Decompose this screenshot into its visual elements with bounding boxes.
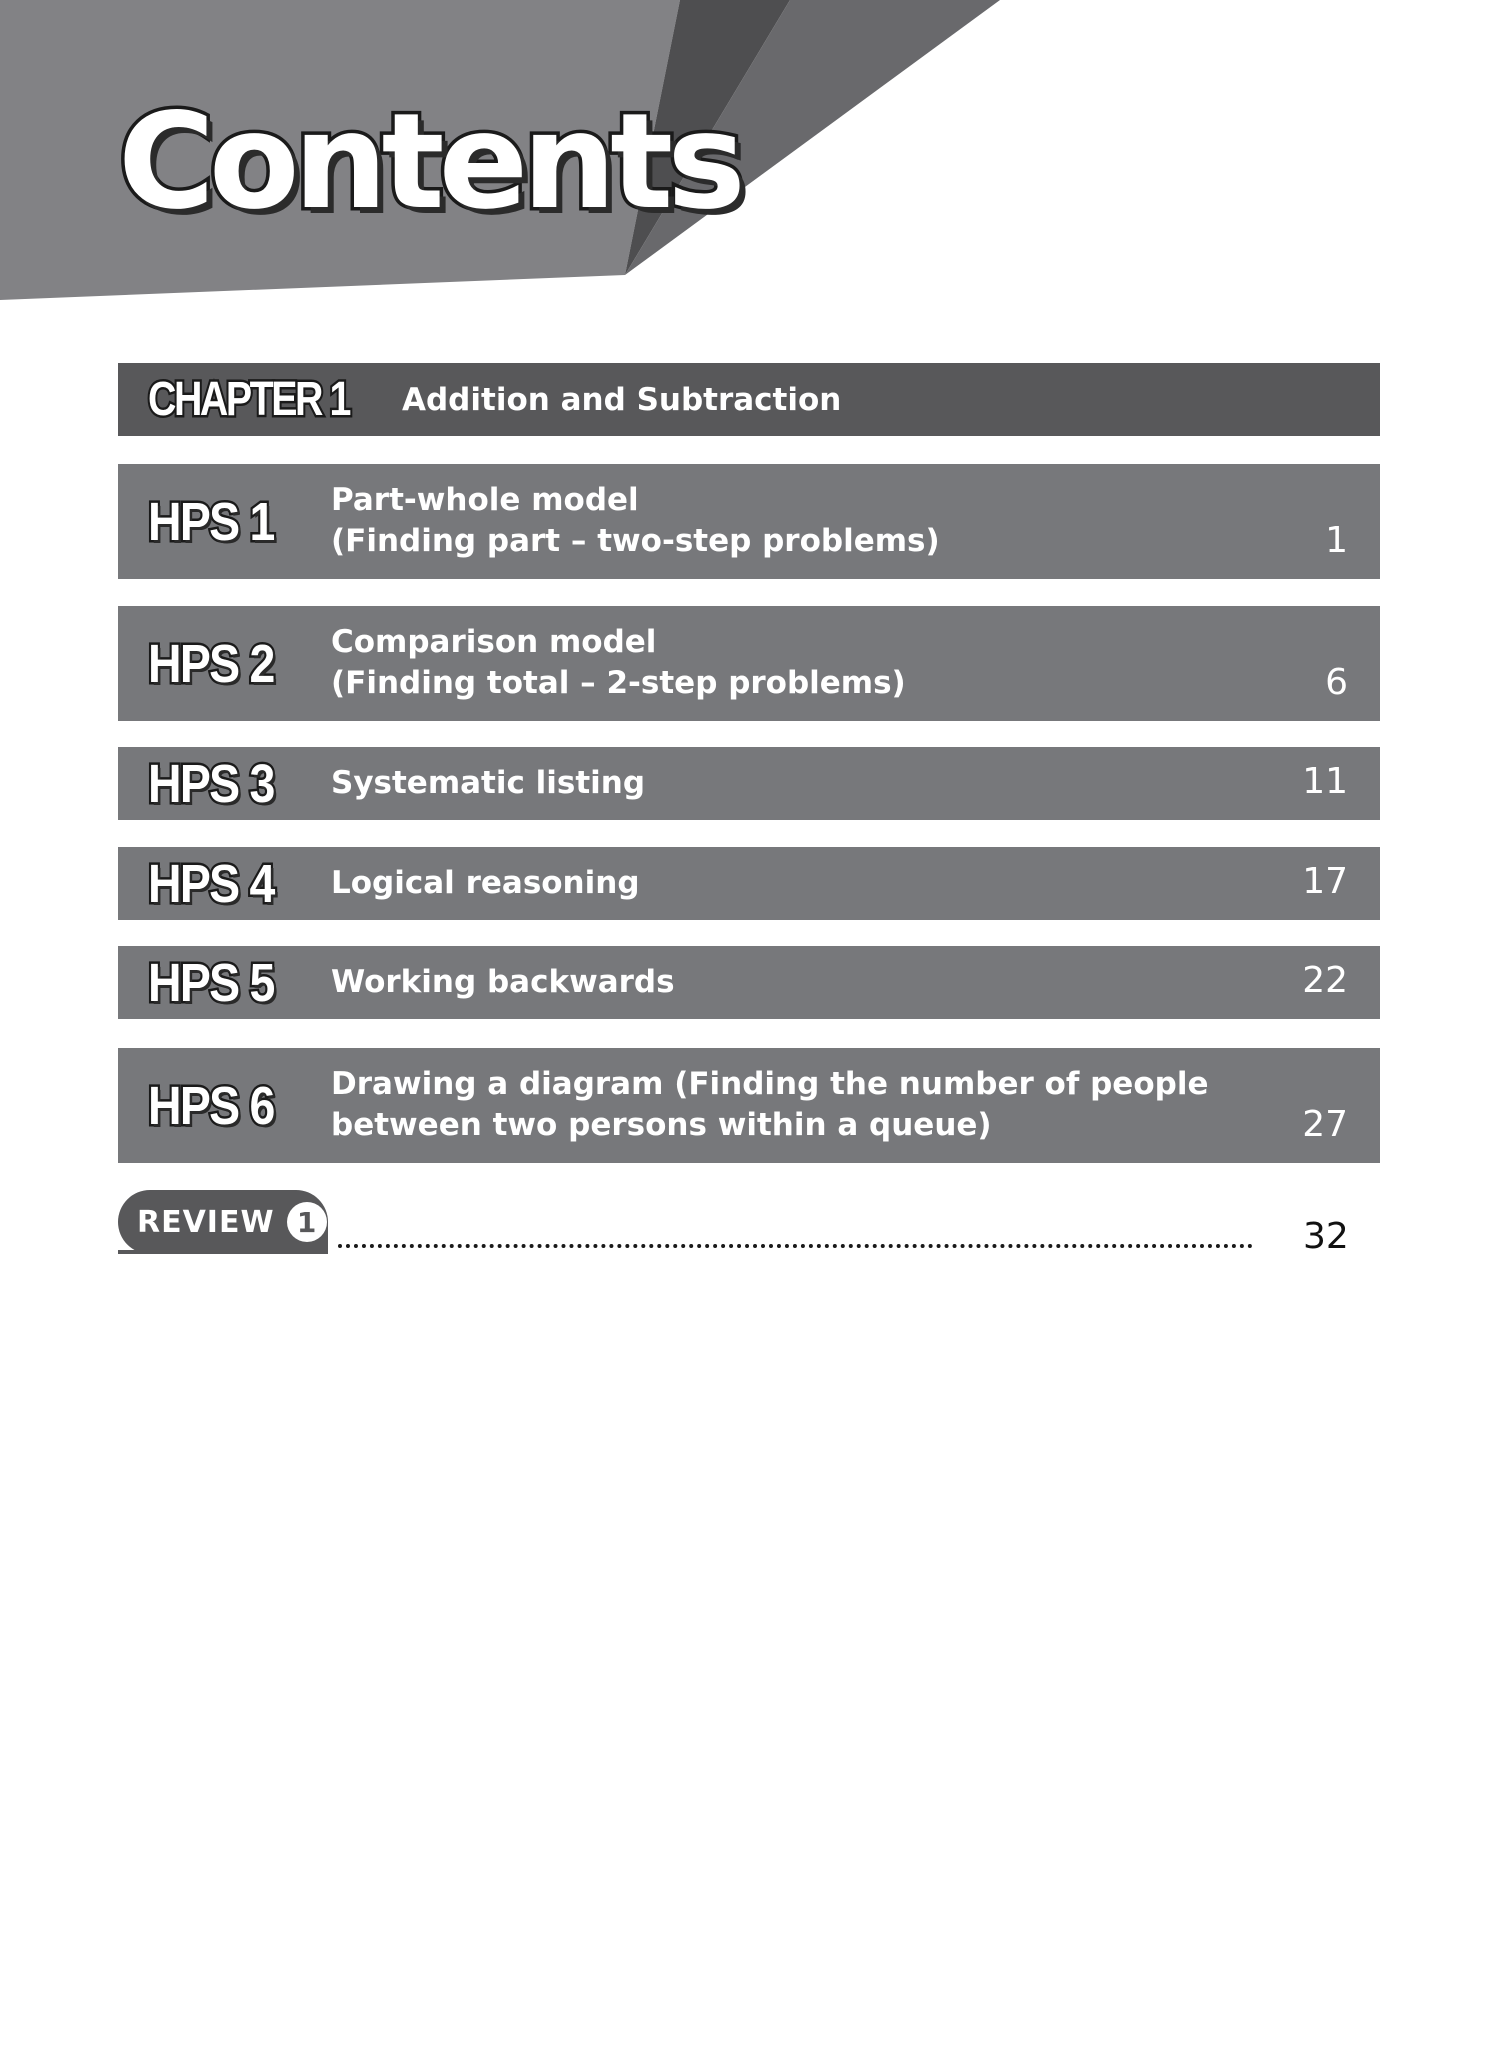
entry-page-number: 1 bbox=[1325, 520, 1348, 561]
entry-title-line-1: Drawing a diagram (Finding the number of people bbox=[331, 1066, 1209, 1102]
entry-page-number: 11 bbox=[1302, 761, 1348, 802]
entry-tag: HPS 6 bbox=[148, 1075, 274, 1136]
chapter-header bbox=[118, 363, 1380, 436]
entry-tag: HPS 5 bbox=[148, 952, 274, 1013]
entry-tag: HPS 4 bbox=[148, 853, 274, 914]
entry-title: Working backwards bbox=[331, 964, 675, 1000]
chapter-label: CHAPTER 1 bbox=[148, 373, 349, 426]
toc-entry-hps-3[interactable] bbox=[118, 747, 1380, 820]
page-title: Contents bbox=[118, 85, 740, 239]
entry-page-number: 22 bbox=[1302, 960, 1348, 1001]
review-page-number: 32 bbox=[1303, 1216, 1349, 1257]
toc-entry-hps-4[interactable] bbox=[118, 847, 1380, 920]
entry-tag: HPS 2 bbox=[148, 633, 274, 694]
entry-title-line-2: (Finding total – 2-step problems) bbox=[331, 665, 906, 701]
entry-title: Systematic listing bbox=[331, 765, 646, 801]
dotted-leader bbox=[338, 1244, 1253, 1248]
entry-page-number: 6 bbox=[1325, 662, 1348, 703]
entry-page-number: 27 bbox=[1302, 1104, 1348, 1145]
entry-tag: HPS 3 bbox=[148, 753, 274, 814]
review-label: REVIEW bbox=[137, 1204, 275, 1240]
entry-title-line-2: (Finding part – two-step problems) bbox=[331, 523, 940, 559]
toc-entry-hps-2[interactable] bbox=[118, 606, 1380, 721]
entry-page-number: 17 bbox=[1302, 861, 1348, 902]
toc-entry-hps-6[interactable] bbox=[118, 1048, 1380, 1163]
entry-tag: HPS 1 bbox=[148, 491, 274, 552]
entry-title-line-1: Part-whole model bbox=[331, 482, 639, 518]
entry-title-line-2: between two persons within a queue) bbox=[331, 1107, 992, 1143]
review-number: 1 bbox=[287, 1202, 327, 1242]
review-badge[interactable] bbox=[118, 1190, 328, 1254]
entry-title bbox=[331, 622, 906, 704]
entry-title: Logical reasoning bbox=[331, 865, 640, 901]
entry-title-line-1: Comparison model bbox=[331, 624, 657, 660]
toc-entry-hps-1[interactable] bbox=[118, 464, 1380, 579]
chapter-title: Addition and Subtraction bbox=[402, 381, 842, 418]
toc-entry-hps-5[interactable] bbox=[118, 946, 1380, 1019]
review-underline bbox=[118, 1250, 328, 1254]
entry-title bbox=[331, 1064, 1208, 1146]
entry-title bbox=[331, 480, 940, 562]
